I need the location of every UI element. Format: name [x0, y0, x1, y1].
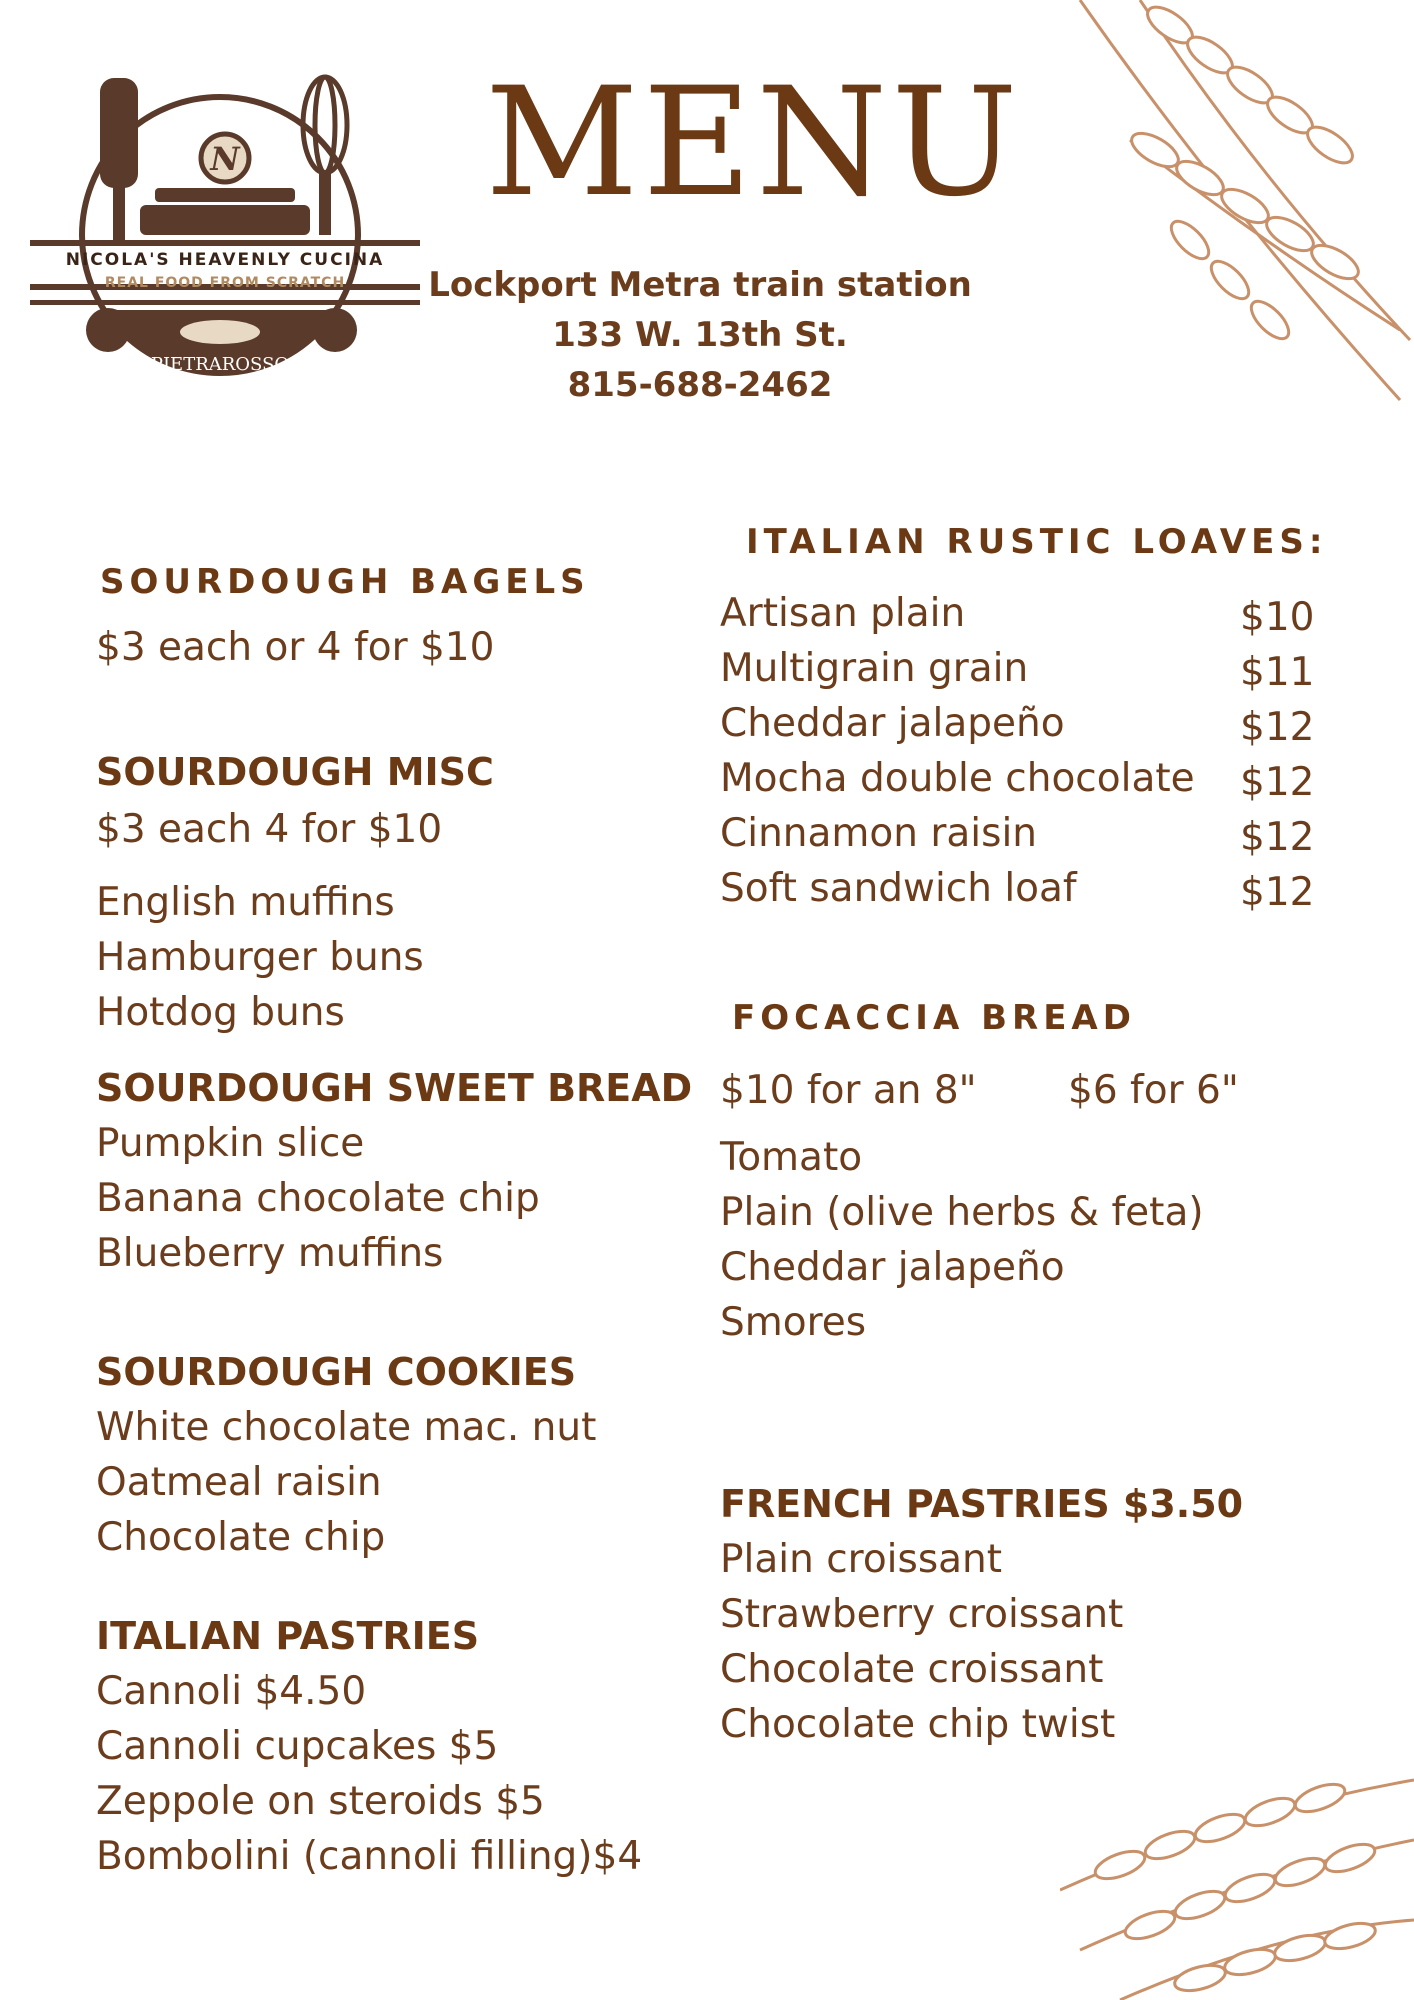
loaf-price: $12 [1240, 705, 1315, 750]
misc-price: $3 each 4 for $10 [96, 807, 443, 852]
loaf-name: Mocha double chocolate [720, 756, 1195, 801]
heading-sourdough-bagels: SOURDOUGH BAGELS [100, 562, 590, 602]
focaccia-price-6: $6 for 6" [1068, 1068, 1239, 1113]
loaf-name: Artisan plain [720, 591, 966, 636]
list-item: Chocolate croissant [720, 1647, 1104, 1692]
list-item: Banana chocolate chip [96, 1176, 540, 1221]
loaves-names [720, 586, 1195, 916]
list-item: Pumpkin slice [96, 1121, 365, 1166]
phone: 815-688-2462 [567, 365, 833, 405]
loaf-price: $12 [1240, 815, 1315, 860]
loaf-name: Cheddar jalapeño [720, 701, 1065, 746]
heading-sourdough-misc: SOURDOUGH MISC [96, 750, 494, 794]
list-item: Smores [720, 1300, 867, 1345]
heading-french-pastries: FRENCH PASTRIES $3.50 [720, 1482, 1244, 1526]
loaf-price: $11 [1240, 650, 1315, 695]
heading-sourdough-sweet-bread: SOURDOUGH SWEET BREAD [96, 1066, 693, 1110]
list-item: Hotdog buns [96, 990, 345, 1035]
list-item: Chocolate chip [96, 1515, 386, 1560]
bakery-logo [30, 70, 420, 410]
sweet-list [96, 1116, 540, 1281]
loaf-name: Cinnamon raisin [720, 811, 1038, 856]
page-title: MENU [485, 56, 1022, 230]
cookies-list [96, 1400, 596, 1565]
address: 133 W. 13th St. [552, 315, 848, 355]
italian-pastries-list [96, 1664, 642, 1884]
logo-tagline: REAL FOOD FROM SCRATCH [104, 275, 346, 291]
heading-italian-rustic-loaves: ITALIAN RUSTIC LOAVES: [746, 522, 1328, 562]
french-list [720, 1532, 1123, 1752]
focaccia-list [720, 1130, 1204, 1350]
logo-name: NICOLA'S HEAVENLY CUCINA [65, 250, 385, 270]
list-item: Cannoli $4.50 [96, 1669, 367, 1714]
wheat-illustration-top [1060, 0, 1414, 410]
location: Lockport Metra train station [428, 265, 972, 305]
heading-italian-pastries: ITALIAN PASTRIES [96, 1614, 480, 1658]
wheat-illustration-bottom [1060, 1750, 1414, 2000]
logo-sub: PIETRAROSSO [150, 354, 290, 375]
list-item: Plain (olive herbs & feta) [720, 1190, 1204, 1235]
list-item: Bombolini (cannoli filling)$4 [96, 1834, 643, 1879]
list-item: English muffins [96, 880, 395, 925]
list-item: Strawberry croissant [720, 1592, 1124, 1637]
list-item: Tomato [720, 1135, 863, 1180]
bagels-price: $3 each or 4 for $10 [96, 625, 495, 670]
loaves-prices [1240, 590, 1314, 920]
logo-initial: N [210, 140, 240, 178]
heading-focaccia-bread: FOCACCIA BREAD [732, 998, 1136, 1038]
loaf-price: $10 [1240, 595, 1315, 640]
loaf-price: $12 [1240, 760, 1315, 805]
list-item: White chocolate mac. nut [96, 1405, 597, 1450]
list-item: Cheddar jalapeño [720, 1245, 1065, 1290]
loaf-price: $12 [1240, 870, 1315, 915]
loaf-name: Soft sandwich loaf [720, 866, 1077, 911]
list-item: Hamburger buns [96, 935, 424, 980]
loaf-name: Multigrain grain [720, 646, 1029, 691]
focaccia-price-8: $10 for an 8" [720, 1068, 977, 1113]
list-item: Cannoli cupcakes $5 [96, 1724, 499, 1769]
list-item: Blueberry muffins [96, 1231, 444, 1276]
heading-sourdough-cookies: SOURDOUGH COOKIES [96, 1350, 577, 1394]
misc-list [96, 875, 424, 1040]
list-item: Zeppole on steroids $5 [96, 1779, 545, 1824]
list-item: Plain croissant [720, 1537, 1003, 1582]
list-item: Oatmeal raisin [96, 1460, 382, 1505]
list-item: Chocolate chip twist [720, 1702, 1116, 1747]
